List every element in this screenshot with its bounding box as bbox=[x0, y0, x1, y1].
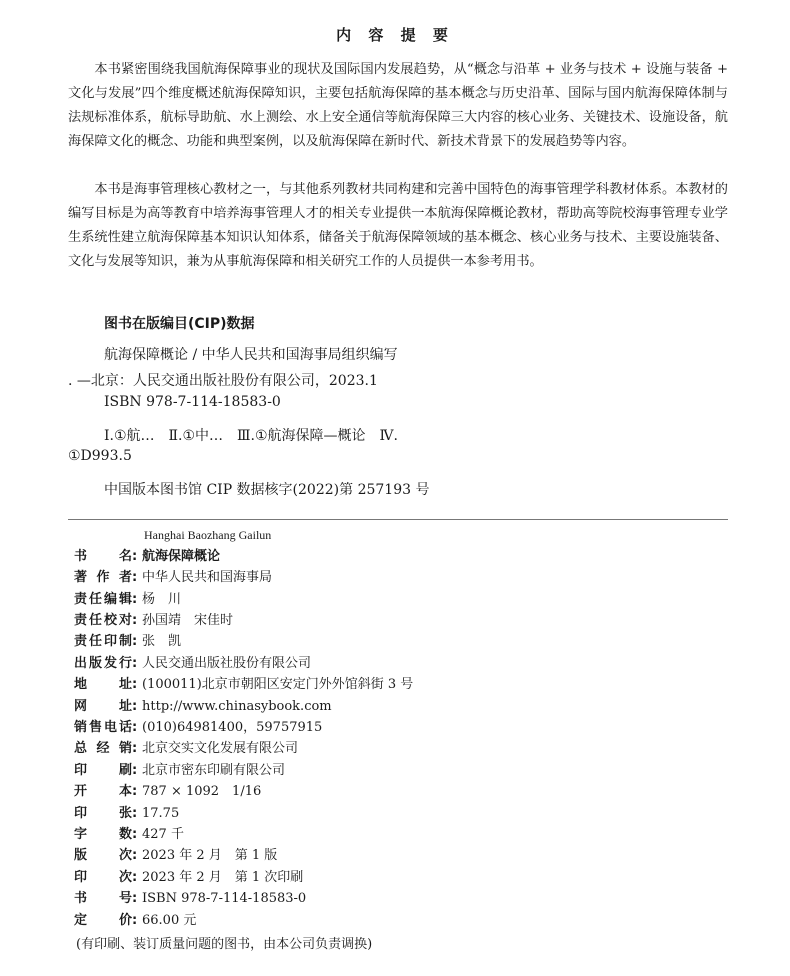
record-label: 印张 bbox=[74, 806, 132, 821]
record-website: 网址: http://www.chinasybook.com bbox=[74, 697, 674, 717]
record-publisher: 出版发行: 人民交通出版社股份有限公司 bbox=[74, 654, 674, 674]
record-value: (010)64981400，59757915 bbox=[142, 720, 323, 735]
record-label: 地址 bbox=[74, 677, 132, 692]
record-value: 2023 年 2 月 第 1 次印刷 bbox=[142, 870, 304, 885]
record-label: 总经销 bbox=[74, 741, 132, 756]
record-distributor: 总经销: 北京交实文化发展有限公司 bbox=[74, 739, 674, 759]
record-value: 787 × 1092 1/16 bbox=[142, 784, 262, 799]
record-value: 427 千 bbox=[142, 827, 184, 842]
record-label: 印次 bbox=[74, 870, 132, 885]
record-label: 字数 bbox=[74, 827, 132, 842]
cip-heading: 图书在版编目(CIP)数据 bbox=[104, 316, 255, 332]
record-isbn: 书号: ISBN 978-7-114-18583-0 bbox=[74, 889, 674, 909]
record-value: (100011)北京市朝阳区安定门外外馆斜街 3 号 bbox=[142, 677, 414, 692]
record-value: 2023 年 2 月 第 1 版 bbox=[142, 848, 278, 863]
record-value: 航海保障概论 bbox=[142, 549, 221, 564]
cip-classification-line: ①D993.5 bbox=[68, 448, 132, 464]
record-format: 开本: 787 × 1092 1/16 bbox=[74, 782, 674, 802]
record-value: 中华人民共和国海事局 bbox=[142, 570, 273, 585]
record-value: 杨 川 bbox=[142, 592, 182, 607]
record-label: 网址 bbox=[74, 699, 132, 714]
record-label: 责任校对 bbox=[74, 613, 132, 628]
record-printer: 印刷: 北京市密东印刷有限公司 bbox=[74, 761, 674, 781]
record-printing-supervisor: 责任印制: 张 凯 bbox=[74, 632, 674, 652]
record-sheets: 印张: 17.75 bbox=[74, 804, 674, 824]
record-title: 书名: 航海保障概论 bbox=[74, 547, 674, 567]
record-value: 北京交实文化发展有限公司 bbox=[142, 741, 299, 756]
record-price: 定价: 66.00 元 bbox=[74, 911, 674, 931]
record-label: 定价 bbox=[74, 913, 132, 928]
record-author: 著作者: 中华人民共和国海事局 bbox=[74, 568, 674, 588]
cip-isbn-line: ISBN 978-7-114-18583-0 bbox=[104, 394, 281, 410]
record-label: 书号 bbox=[74, 891, 132, 906]
record-editor: 责任编辑: 杨 川 bbox=[74, 590, 674, 610]
cip-title-line: 航海保障概论 / 中华人民共和国海事局组织编写 bbox=[104, 347, 398, 363]
record-edition: 版次: 2023 年 2 月 第 1 版 bbox=[74, 846, 674, 866]
record-label: 版次 bbox=[74, 848, 132, 863]
record-label: 开本 bbox=[74, 784, 132, 799]
abstract-paragraph-1 bbox=[68, 58, 728, 154]
record-label: 责任编辑 bbox=[74, 592, 132, 607]
abstract-text: 本书是海事管理核心教材之一，与其他系列教材共同构建和完善中国特色的海事管理学科教材体系。本教材的编写目标是为高等教育中培养海事管理人才的相关专业提供一本航海保障概论教材，帮助高等院校海事管理专业学生系统性建立航海保障基本知识认知体系，储备关于航海保障领域的基本概念、核心业务与技术、主要设施装备、文化与发展等知识，兼为从事航海保障和相关研究工作的人员提供一本参考用书。 bbox=[68, 182, 728, 269]
record-label: 著作者 bbox=[74, 570, 132, 585]
record-value: 66.00 元 bbox=[142, 913, 197, 928]
record-word-count: 字数: 427 千 bbox=[74, 825, 674, 845]
record-sales-phone: 销售电话: (010)64981400，59757915 bbox=[74, 718, 674, 738]
record-label: 销售电话 bbox=[74, 720, 132, 735]
cip-record-number: 中国版本图书馆 CIP 数据核字(2022)第 257193 号 bbox=[104, 482, 430, 498]
record-label: 出版发行 bbox=[74, 656, 132, 671]
abstract-title: 内 容 提 要 bbox=[336, 26, 454, 44]
record-value: 张 凯 bbox=[142, 634, 182, 649]
cip-subject-line: Ⅰ.①航… Ⅱ.①中… Ⅲ.①航海保障—概论 Ⅳ. bbox=[104, 428, 398, 444]
record-value: http://www.chinasybook.com bbox=[142, 699, 332, 714]
record-value: 人民交通出版社股份有限公司 bbox=[142, 656, 312, 671]
abstract-text: 本书紧密围绕我国航海保障事业的现状及国际国内发展趋势，从“概念与沿革 + 业务与技术 + 设施与装备 + 文化与发展”四个维度概述航海保障知识，主要包括航海保障的基本概念与历史沿革、国际与国内航海保障体制与法规标准体系，航标导助航、水上测绘、水上安全通信等航海保障三大内容的核心业务、关键技术、设施设备，航海保障文化的概念、功能和典型案例，以及航海保障在新时代、新技术背景下的发展趋势等内容。 bbox=[68, 62, 728, 149]
record-address: 地址: (100011)北京市朝阳区安定门外外馆斜街 3 号 bbox=[74, 675, 674, 695]
record-impression: 印次: 2023 年 2 月 第 1 次印刷 bbox=[74, 868, 674, 888]
record-label: 书名 bbox=[74, 549, 132, 564]
divider bbox=[68, 519, 728, 520]
record-value: 17.75 bbox=[142, 806, 180, 821]
abstract-paragraph-2 bbox=[68, 178, 728, 274]
record-proofreader: 责任校对: 孙国靖 宋佳时 bbox=[74, 611, 674, 631]
pinyin-title: Hanghai Baozhang Gailun bbox=[144, 528, 272, 542]
cip-publisher-line: . —北京：人民交通出版社股份有限公司，2023.1 bbox=[68, 373, 378, 389]
record-value: 孙国靖 宋佳时 bbox=[142, 613, 234, 628]
record-label: 印刷 bbox=[74, 763, 132, 778]
record-value: 北京市密东印刷有限公司 bbox=[142, 763, 286, 778]
record-label: 责任印制 bbox=[74, 634, 132, 649]
record-value: ISBN 978-7-114-18583-0 bbox=[142, 891, 307, 906]
quality-note: (有印刷、装订质量问题的图书，由本公司负责调换) bbox=[76, 937, 373, 952]
